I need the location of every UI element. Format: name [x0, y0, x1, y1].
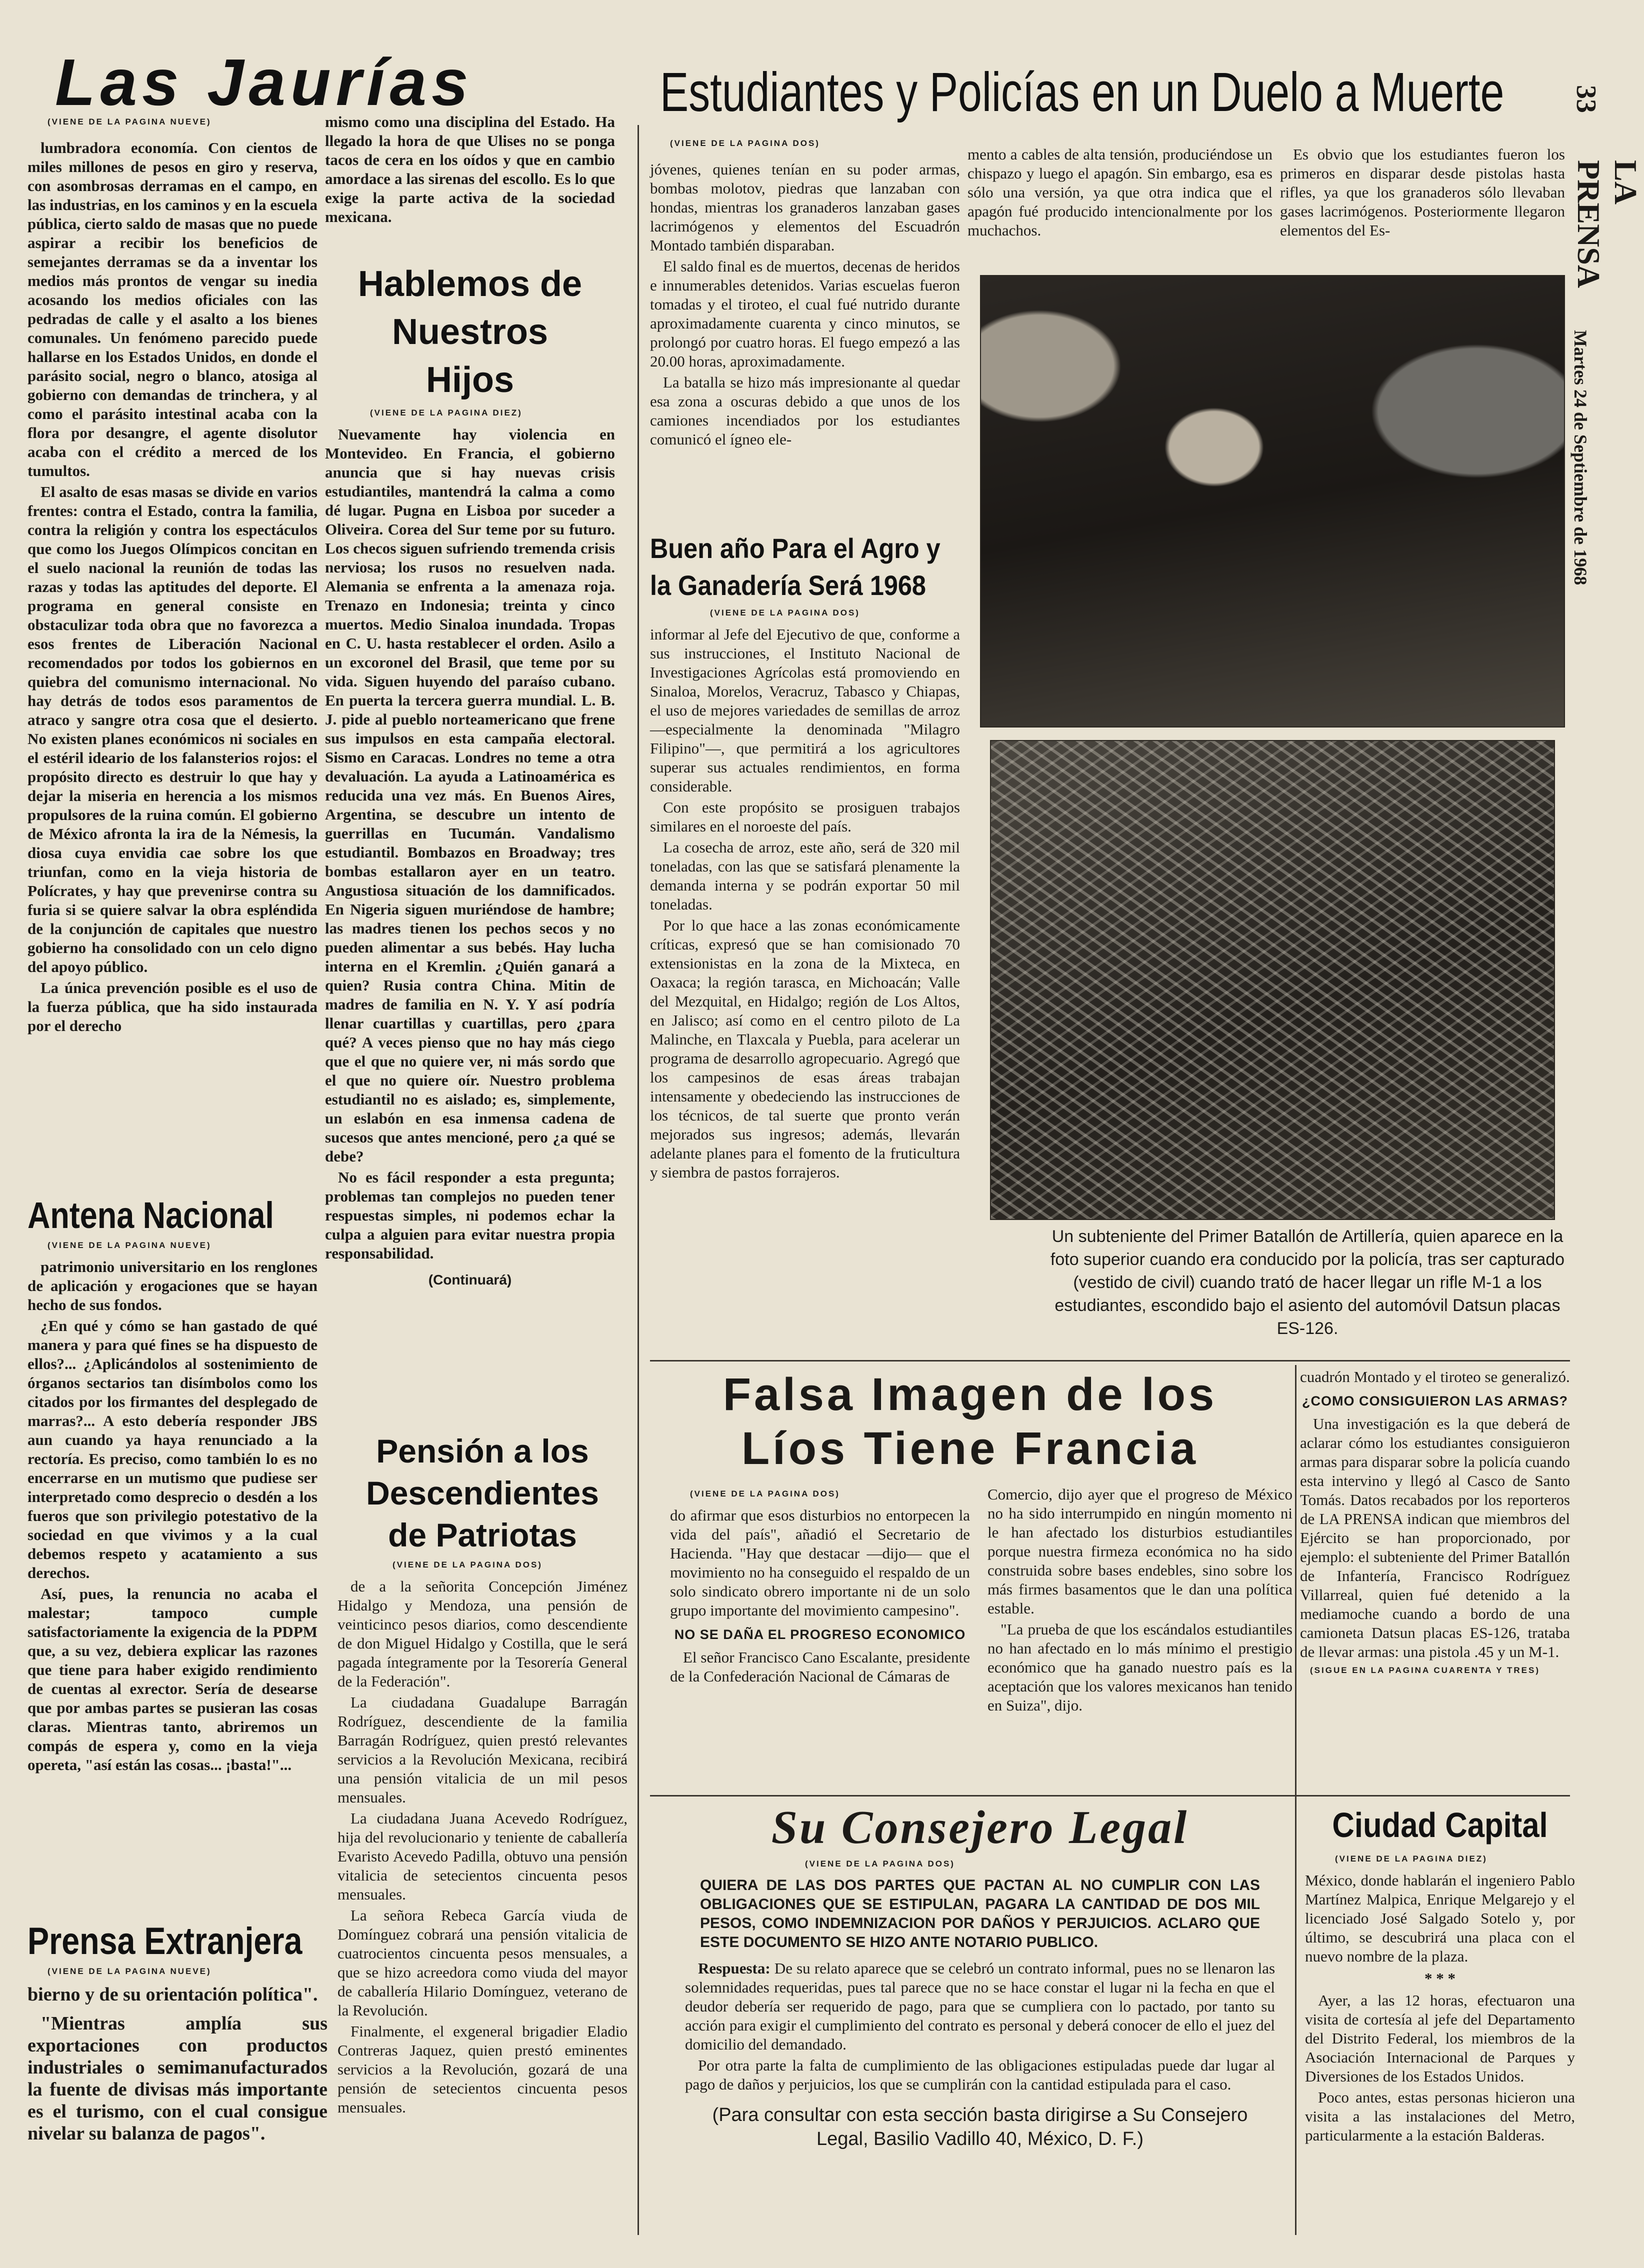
hablemos-paragraph: Nuevamente hay violencia en Montevideo. En Francia, el gobierno anuncia que si hay nuevas crisis estudiantiles, mantendrá la calma a como dé lugar. Pugna en Lisboa por suceder a Oliveira. Corea del Sur teme por su futuro. Los checos siguen sufriendo tremenda crisis nerviosa; los rusos no resuelven nada. Alemania se enfrenta a la amenaza roja. Trenazo en Indonesia; treinta y cinco muertos. Medio Sinaloa inundada. Tropas en C. U. hasta restablecer el orden. Asilo a un excoronel del Brasil, que teme por su vida. Siguen huyendo del paraíso cubano. En puerta la tercera guerra mundial. L. B. J. pide al pueblo norteamericano que frene sus impulsos en esta campaña electoral. Sismo en Caracas. Londres no teme a otra devaluación. La ayuda a Latinoamérica es reducida una vez más. En Buenos Aires, Argentina, se descubre un intento de guerrillas en Tucumán. Vandalismo estudiantil. Bombazos en Broadway; tres bombas estallaron ayer en un teatro. Angustiosa situación de los damnificados. En Nigeria siguen muriéndose de hambre; las madres tienen los pechos secos y no pueden alimentar a sus bebés. Hay lucha interna en el Kremlin. ¿Quién ganará a quien? Rusia contra China. Mitin de madres de familia en N. Y. Y así podría llenar cuartillas y cuartillas, pero ¿para qué? A veces pienso que no hay más ciego que el que no quiere ver, ni más sordo que el que no quiere oír. Nuestro problema estudiantil no es aislado; es, simplemente, un eslabón en esa inmensa cadena de sucesos que antes mencioné, pero ¿a qué se debe? [325, 426, 615, 1165]
antena-viene: (VIENE DE LA PAGINA NUEVE) [48, 1240, 212, 1250]
column-rule [1295, 1365, 1296, 2235]
jaurias-viene: (VIENE DE LA PAGINA NUEVE) [48, 117, 212, 126]
jaurias-paragraph: La única prevención posible es el uso de la fuerza pública, que ha sido instaurada por el derecho [28, 979, 318, 1034]
agro-title: Buen año Para el Agro y la Ganadería Será 1968 [650, 532, 940, 601]
ciudad-paragraph: México, donde hablarán el ingeniero Pablo Martínez Malpica, Enrique Melgarejo y el licenciado José Salgado Sotelo y, por último, se descubrirá una placa con el nuevo nombre de la plaza. [1305, 1872, 1575, 1965]
pension-viene: (VIENE DE LA PAGINA DOS) [392, 1560, 542, 1570]
masthead-title-right [660, 55, 1530, 135]
falsa-col2 [988, 1485, 1292, 1785]
ciudad-title: Ciudad Capital [1332, 1806, 1548, 1844]
falsa-paragraph: do afirmar que esos disturbios no entorpecen la vida del país", añadió el Secretario de Hacienda. "Hay que destacar —dijo— que el movimiento no ha conseguido el respaldo de un solo sindicato obrero importante ni de un solo grupo importante del movimiento campesino". [670, 1506, 970, 1619]
pension-paragraph: de a la señorita Concepción Jiménez Hidalgo y Mendoza, una pensión de veinticinco pesos diarios, como descendiente de don Miguel Hidalgo y Costilla, que le será pagada íntegramente por la Tesorería General de la Federación". [338, 1578, 628, 1690]
armas-top: cuadrón Montado y el tiroteo se generalizó. [1300, 1368, 1570, 1386]
consejero-answer [685, 1959, 1275, 2054]
photo-arrested-officer [980, 275, 1565, 728]
prensa-paragraph: "Mientras amplía sus exportaciones con productos industriales o semimanufacturados la fuente de divisas más importante es el turismo, con el cual consigue nivelar su balanza de pagos". [28, 2013, 328, 2144]
armas-section [1300, 1368, 1570, 1808]
agro-paragraph: Por lo que hace a las zonas económicamente críticas, expresó que se han comisionado 70 extensionistas en la zona de la Mixteca, en Oaxaca; la región tarasca, en Michoacán; Valle del Mezquital, en Hidalgo; región de Los Altos, en Jalisco; así como en el centro piloto de La Malinche, en Tlaxcala y Puebla, para acelerar un programa de desarrollo agropecuario. Agregó que los campesinos de esas áreas trabajan intensamente y obedeciendo las instrucciones de los técnicos, de tal suerte que pronto verán mejorados sus ingresos; además, llevarán adelante planes para el fomento de la fruticultura y siembra de pastos forrajeros. [650, 916, 960, 1181]
pension-paragraph: La ciudadana Guadalupe Barragán Rodríguez, descendiente de la familia Barragán Rodríguez, quien prestó relevantes servicios a la Revolución Mexicana, recibirá una pensión vitalicia de un mil pesos mensuales. [338, 1694, 628, 1806]
agro-paragraph: La cosecha de arroz, este año, será de 320 mil toneladas, con las que se satisfará plenamente la demanda interna y se podrán exportar 50 mil toneladas. [650, 838, 960, 913]
ciudad-paragraph: Ayer, a las 12 horas, efectuaron una visita de cortesía al jefe del Departamento del Distrito Federal, los miembros de la Asociación Internacional de Parques y Diversiones de los Estados Unidos. [1305, 1992, 1575, 2085]
antena-paragraph: ¿En qué y cómo se han gastado de qué manera y para qué fines se ha dispuesto de ellos?... ¿Aplicándolos al sostenimiento de órganos sectarios tan disímbolos como los citados por los firmantes del desplegado de marras?... A esto debería responder JBS aun cuando ya haya renunciado a la rectoría. Es preciso, como también lo es no encerrarse en un mutismo que pudiese ser interpretado como desprecio o desdén a los fueros que son privilegio potestativo de la sociedad en que vivimos y a la cual debemos respeto y acatamiento a sus derechos. [28, 1316, 318, 1582]
falsa-paragraph: "La prueba de que los escándalos estudiantiles no han afectado en lo más mínimo el prestigio económico que ha ganado nuestro país es la aceptación que los valores mexicanos han tenido en Suiza", dijo. [988, 1620, 1292, 1714]
prensa-viene: (VIENE DE LA PAGINA NUEVE) [48, 1966, 212, 1976]
prensa-title: Prensa Extranjera [28, 1920, 302, 1962]
pension-paragraph: La ciudadana Juana Acevedo Rodríguez, hija del revolucionario y teniente de caballería Evaristo Acevedo Padilla, obtuvo una pensión vitalicia de setecientos cincuenta pesos mensuales. [338, 1810, 628, 1903]
estudiantes-col3-text: Es obvio que los estudiantes fueron los primeros en disparar desde pistolas hasta rifles, ya que los granaderos sólo llevaban gases lacrimógenos. Posteriormente llegaron elementos del Es- [1280, 146, 1565, 239]
ciudad-viene: (VIENE DE LA PAGINA DIEZ) [1335, 1854, 1488, 1864]
agro-viene: (VIENE DE LA PAGINA DOS) [710, 608, 860, 618]
hablemos-viene: (VIENE DE LA PAGINA DIEZ) [370, 408, 522, 418]
estudiantes-viene: (VIENE DE LA PAGINA DOS) [670, 138, 820, 148]
estudiantes-paragraph: El saldo final es de muertos, decenas de heridos e innumerables detenidos. Varias escuelas fueron tomadas y el tiroteo, el cual fué nutrido durante aproximadamente cuarenta y cinco minutos, se prolongó por cuatro horas. El fuego empezó a las 20.00 horas, aproximadamente. [650, 258, 960, 370]
consejero-answer-text: De su relato aparece que se celebró un contrato informal, pues no se llenaron las solemnidades requeridas, pues tal parece que no se hace constar el lugar ni la fecha en que el deudor debería ser requerido de pago, para que se cumpliera con lo pactado, por tanto su acción para exigir el cumplimiento del contrato es personal y deberá conocer de ello el juez del domicilio del demandado. [685, 1960, 1276, 2053]
estudiantes-col2 [968, 145, 1272, 260]
agro-paragraph: informar al Jefe del Ejecutivo de que, conforme a sus instrucciones, el Instituto Nacional de Investigaciones Agrícolas está promoviendo en Sinaloa, Morelos, Veracruz, Tabasco y Chiapas, el uso de mejores variedades de semillas de arroz —especialmente la denominada "Milagro Filipino"—, que permitirá a los agricultores superar sus actuales rendimientos, en forma considerable. [650, 626, 960, 795]
armas-sigue: (SIGUE EN LA PAGINA CUARENTA Y TRES) [1310, 1666, 1540, 1675]
consejero-question: QUIERA DE LAS DOS PARTES QUE PACTAN AL NO CUMPLIR CON LAS OBLIGACIONES QUE SE ESTIPULAN, PAGARA LA CANTIDAD DE DOS MIL PESOS, COMO INDEMNIZACION POR DAÑOS Y PERJUICIOS. ACLARO QUE ESTE DOCUMENTO SE HIZO ANTE NOTARIO PUBLICO. [700, 1877, 1260, 1950]
estudiantes-col1 [650, 130, 960, 530]
ciudad-stars: * * * [1424, 1970, 1456, 1987]
estudiantes-paragraph: La batalla se hizo más impresionante al quedar esa zona a oscuras debido a que unos de los camiones incendiados por los estudiantes comunicó el ígneo ele- [650, 374, 960, 448]
consejero-footer: (Para consultar con esta sección basta dirigirse a Su Consejero Legal, Basilio Vadillo 40, México, D. F.) [712, 2104, 1248, 2150]
hablemos-section [325, 260, 615, 1320]
photo-caption [1040, 1225, 1575, 1355]
photo-caption-text: Un subteniente del Primer Batallón de Artillería, quien aparece en la foto superior cuando era conducido por la policía, tras ser capturado (vestido de civil) cuando trató de hacer llegar un rifle M-1 a los estudiantes, escondido bajo el asiento del automóvil Datsun placas ES-126. [1050, 1227, 1565, 1338]
prensa-section [28, 1920, 328, 2240]
section-rule [650, 1360, 1570, 1362]
consejero-viene: (VIENE DE LA PAGINA DOS) [805, 1859, 955, 1868]
newspaper-name: LA PRENSA [1571, 160, 1644, 288]
falsa-paragraph: Comercio, dijo ayer que el progreso de México no ha sido interrumpido en ningún momento ni le han afectado los disturbios estudiantiles porque nuestra firmeza económica no ha sido construida sobre bases endebles, sino sobre los más firmes basamentos que le dan una política estable. [988, 1486, 1292, 1617]
consejero-title: Su Consejero Legal [771, 1802, 1189, 1854]
antena-paragraph: Así, pues, la renuncia no acaba el malestar; tampoco cumple satisfactoriamente la exigencia de la PDPM que, a su vez, debiera explicar las razones que tiene para haber exigido rendimiento de cuentas al exrector. Sería de desearse que por ambas partes se pusieran las cosas claras. Mientras tanto, abriremos un compás de espera y, como en la vieja opereta, "así están las cosas... ¡basta!"... [28, 1584, 318, 1774]
page-edge-info [1570, 85, 1644, 985]
estudiantes-paragraph: jóvenes, quienes tenían en su poder armas, bombas molotov, piedras que lanzaban con hondas, mientras los granaderos lanzaban gases lacrimógenos y elementos del Escuadrón Montado también disparaban. [650, 160, 960, 254]
estudiantes-col3 [1280, 145, 1565, 265]
prensa-paragraph: bierno y de su orientación política". [28, 1984, 318, 2006]
jaurias-column [28, 112, 318, 1180]
falsa-title: Falsa Imagen de los Líos Tiene Francia [722, 1369, 1218, 1474]
agro-paragraph: Con este propósito se prosiguen trabajos similares en el noroeste del país. [650, 798, 960, 835]
antena-title: Antena Nacional [28, 1194, 274, 1236]
main-headline: Estudiantes y Policías en un Duelo a Muerte [660, 62, 1504, 123]
ciudad-paragraph: Poco antes, estas personas hicieron una visita a las instalaciones del Metro, particularmente a la estación Balderas. [1305, 2088, 1575, 2144]
jaurias-continuation [325, 112, 615, 238]
falsa-headline [670, 1368, 1270, 1482]
column-rule [638, 125, 639, 2235]
jaurias-paragraph: lumbradora economía. Con cientos de miles millones de pesos en giro y reserva, con asombrosas derramas en el campo, en las industrias, en los caminos y en la escuela pública, cierto saldo de masas que no puede aspirar a recibir los beneficios de semejantes derramas se da a inventar los medios más prontos de vengar su inedia acosando los medios oficiales con las pedradas de calle y el asalto a los bienes comunales. Un fenómeno parecido puede hallarse en los Estados Unidos, en donde el parásito social, negro o blanco, atosiga al gobierno con demandas de trinchera, y al como el parásito intestinal acaba con la flora por desangre, el agente disolutor acaba con el crédito a merced de los tumultos. [28, 139, 318, 480]
antena-paragraph: patrimonio universitario en los renglones de aplicación y erogaciones que se hayan hecho de sus fondos. [28, 1258, 318, 1314]
photo-car-seat-rifle [990, 740, 1555, 1220]
consejero-answer-label: Respuesta: [698, 1960, 770, 1977]
las-jaurias-title: Las Jaurías [55, 46, 474, 119]
pension-section [338, 1430, 628, 2245]
falsa-col1 [670, 1485, 970, 1785]
armas-subhead: ¿COMO CONSIGUIERON LAS ARMAS? [1302, 1394, 1568, 1408]
pension-title: Pensión a los Descendientes de Patriotas [366, 1432, 599, 1554]
armas-paragraph: Una investigación es la que deberá de aclarar cómo los estudiantes consiguieron armas para disparar sobre la policía cuando esta intervino y llegó al Casco de Santo Tomás. Datos recabados por los reporteros de LA PRENSA indican que miembros del Ejército se han proporcionado, por ejemplo: el subteniente del Primer Batallón de Infantería, Francisco Rodríguez Villarreal, quien fué detenido a la mediamoche cuando a bordo de una camioneta Datsun placas ES-126, trataba de llevar armas: una pistola .45 y un M-1. [1300, 1415, 1570, 1660]
hablemos-continued: (Continuará) [428, 1272, 512, 1288]
issue-date: Martes 24 de Septiembre de 1968 [1570, 330, 1590, 586]
falsa-subhead: NO SE DAÑA EL PROGRESO ECONOMICO [674, 1627, 966, 1642]
section-rule [650, 1795, 1570, 1796]
page-number: 33 [1570, 85, 1602, 113]
pension-paragraph: La señora Rebeca García viuda de Domínguez cobrará una pensión vitalicia de cuatrocientos cincuenta pesos mensuales, a que se hizo acreedora como viuda del mayor de caballería Hilario Domínguez, veterano de la Revolución. [338, 1906, 628, 2019]
hablemos-title: Hablemos de Nuestros Hijos [358, 264, 582, 400]
agro-section [650, 530, 960, 1360]
estudiantes-col2-text: mento a cables de alta tensión, produciéndose un chispazo y luego el apagón. Sin embargo, esa es sólo una versión, ya que otra indica que el apagón fué producido intencionalmente por los muchachos. [968, 146, 1272, 239]
pension-paragraph: Finalmente, el exgeneral brigadier Eladio Contreras Jaquez, quien prestó eminentes servicios a la Revolución, gozará de una pensión de setecientos cincuenta pesos mensuales. [338, 2022, 628, 2116]
consejero-section [665, 1800, 1295, 2245]
falsa-viene: (VIENE DE LA PAGINA DOS) [690, 1489, 840, 1498]
jaurias-paragraph: El asalto de esas masas se divide en varios frentes: contra el Estado, contra la familia, contra la religión y contra los espectáculos que como los Juegos Olímpicos concitan en el suelo nacional la reunión de todas las razas y todas las aptitudes del deporte. El programa en general consiste en obstaculizar toda obra que no favorezca a esos frentes de Liberación Nacional recomendados por todos los gobiernos en quiebra del comunismo internacional. No hay detrás de todos esos paramentos de atraco y sangre otra cosa que el desierto. No existen planes económicos ni sociales en el estéril ideario de los falansterios rojos: el propósito directo es destruir lo que hay y dejar la miseria en herencia a los mismos propulsores de la ruina común. El gobierno de México afronta la ira de la Némesis, la diosa cuya envidia cae sobre los que triunfan, como en la vieja historia de Polícrates, y hay que prevenirse contra su furia si se quiere salvar la obra espléndida de la conjunción de capitales que nuestro gobierno ha consolidado con un celo digno del apoyo público. [28, 483, 318, 976]
hablemos-paragraph: No es fácil responder a esta pregunta; problemas tan complejos no pueden tener respuestas simples, ni podemos echar la culpa a alguien para evitar nuestra propia responsabilidad. [325, 1168, 615, 1262]
jaurias-continuation-text: mismo como una disciplina del Estado. Ha llegado la hora de que Ulises no se ponga tacos de cera en los oídos y que en cambio amordace a las sirenas del escollo. Es lo que exige la parte activa de la sociedad mexicana. [325, 113, 615, 226]
antena-section [28, 1195, 318, 1900]
consejero-answer-2: Por otra parte la falta de cumplimiento de las obligaciones estipuladas puede dar lugar al pago de daños y perjuicios, los que se cumplirán con la cantidad estipulada para el caso. [685, 2056, 1275, 2093]
falsa-paragraph: El señor Francisco Cano Escalante, presidente de la Confederación Nacional de Cámaras de [670, 1648, 970, 1685]
ciudad-section [1305, 1800, 1575, 2245]
